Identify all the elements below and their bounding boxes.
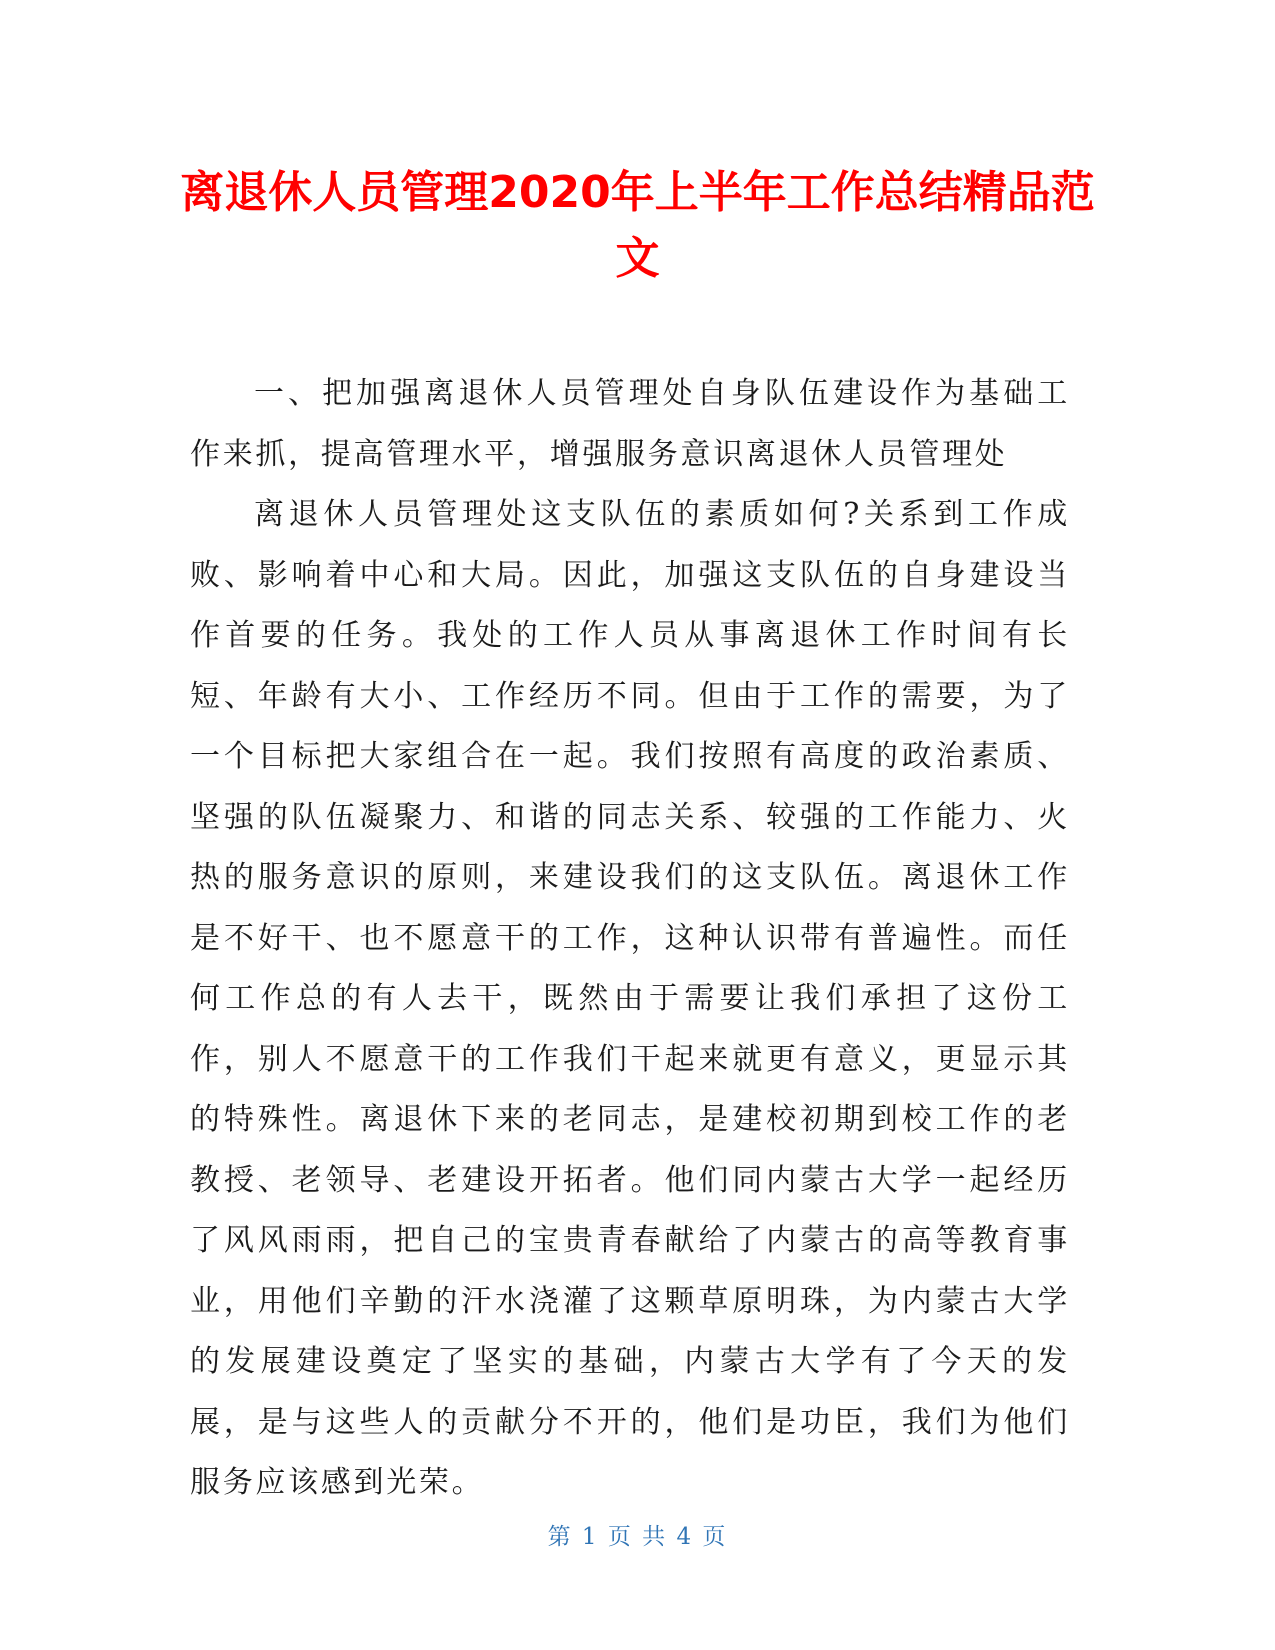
document-body: [190, 364, 1070, 1514]
document-title: 离退休人员管理2020年上半年工作总结精品范文: [180, 167, 1095, 284]
paragraph-1: 一、把加强离退休人员管理处自身队伍建设作为基础工作来抓，提高管理水平，增强服务意识离退休人员管理处: [190, 376, 1070, 472]
page-number-footer: 第 1 页 共 4 页: [547, 1524, 728, 1550]
paragraph-2: 离退休人员管理处这支队伍的素质如何?关系到工作成败、影响着中心和大局。因此，加强这支队伍的自身建设当作首要的任务。我处的工作人员从事离退休工作时间有长短、年龄有大小、工作经历不同。但由于工作的需要，为了一个目标把大家组合在一起。我们按照有高度的政治素质、坚强的队伍凝聚力、和谐的同志关系、较强的工作能力、火热的服务意识的原则，来建设我们的这支队伍。离退休工作是不好干、也不愿意干的工作，这种认识带有普遍性。而任何工作总的有人去干，既然由于需要让我们承担了这份工作，别人不愿意干的工作我们干起来就更有意义，更显示其的特殊性。离退休下来的老同志，是建校初期到校工作的老教授、老领导、老建设开拓者。他们同内蒙古大学一起经历了风风雨雨，把自己的宝贵青春献给了内蒙古的高等教育事业，用他们辛勤的汗水浇灌了这颗草原明珠，为内蒙古大学的发展建设奠定了坚实的基础，内蒙古大学有了今天的发展，是与这些人的贡献分不开的，他们是功臣，我们为他们服务应该感到光荣。: [190, 497, 1070, 1500]
